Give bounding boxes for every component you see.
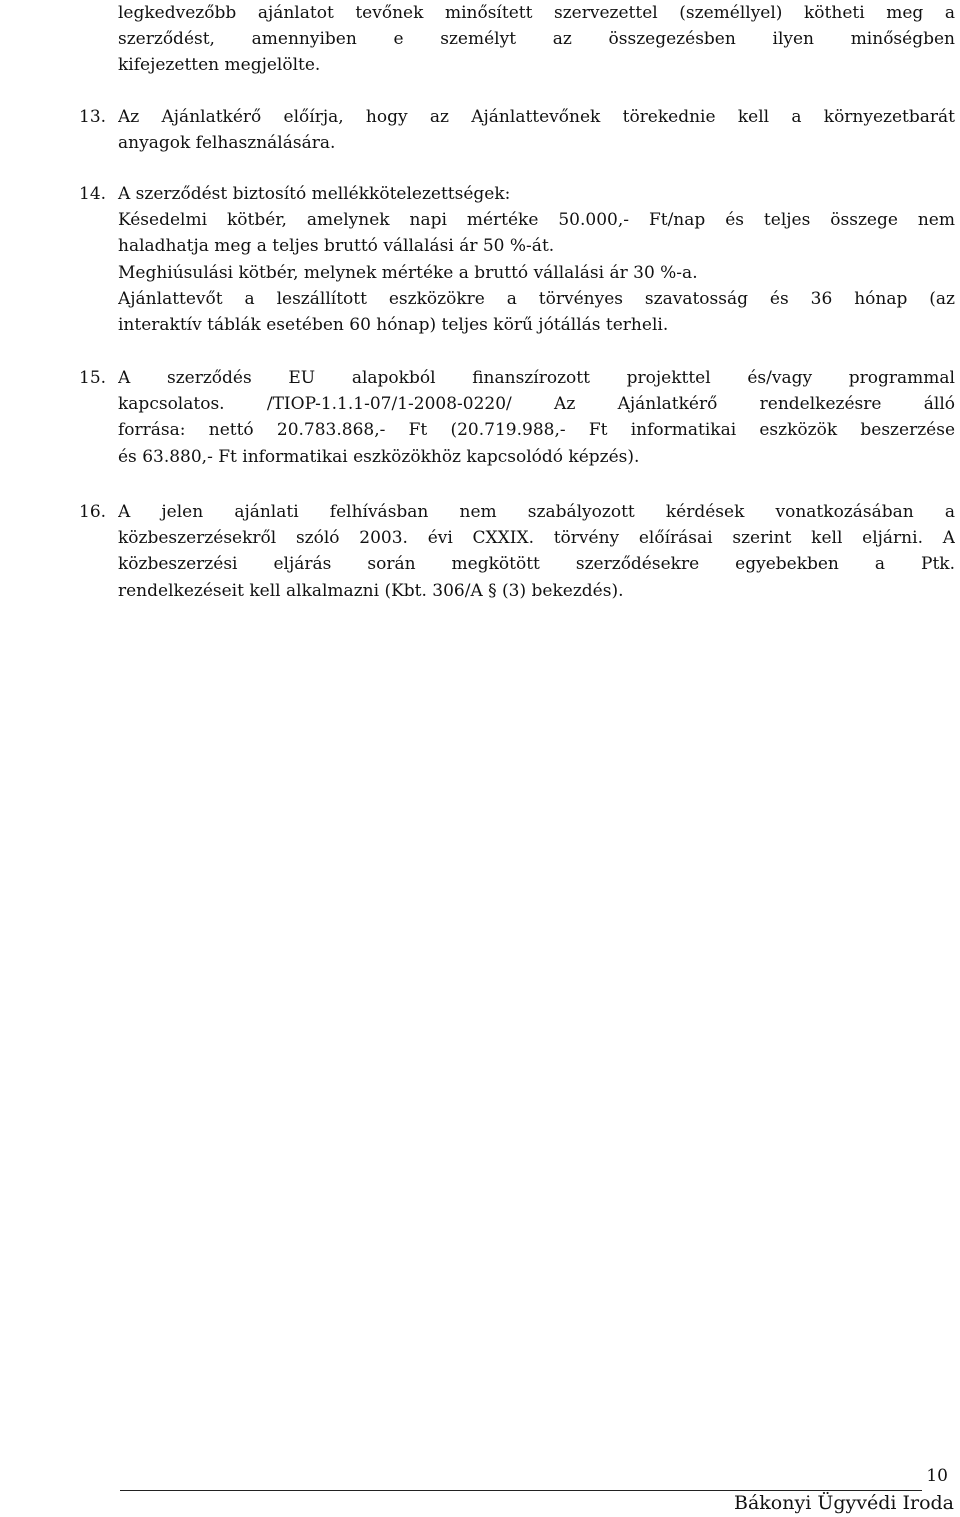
text-line: Meghiúsulási kötbér, melynek mértéke a bruttó vállalási ár 30 %-a. xyxy=(118,262,698,283)
paragraph-15 xyxy=(118,365,955,470)
text-line: közbeszerzésekről szóló 2003. évi CXXIX. törvény előírásai szerint kell eljárni. A xyxy=(118,528,955,549)
text-line: és 63.880,- Ft informatikai eszközökhöz kapcsolódó képzés). xyxy=(118,446,640,467)
text-line: anyagok felhasználására. xyxy=(118,133,336,154)
text-line: Az Ajánlatkérő előírja, hogy az Ajánlattevőnek törekednie kell a környezetbarát xyxy=(118,107,955,127)
item-number: 16. xyxy=(79,502,107,522)
item-number: 15. xyxy=(79,368,107,388)
text-line: kapcsolatos. /TIOP-1.1.1-07/1-2008-0220/ Az Ajánlatkérő rendelkezésre álló xyxy=(118,394,955,415)
paragraph-16 xyxy=(118,499,955,604)
text-line: közbeszerzési eljárás során megkötött szerződésekre egyebekben a Ptk. xyxy=(118,554,955,575)
text-line: Késedelmi kötbér, amelynek napi mértéke 50.000,- Ft/nap és teljes összege nem xyxy=(118,210,955,231)
text-line: rendelkezéseit kell alkalmazni (Kbt. 306/A § (3) bekezdés). xyxy=(118,580,624,601)
text-line: forrása: nettó 20.783.868,- Ft (20.719.988,- Ft informatikai eszközök beszerzése xyxy=(118,420,955,441)
text-line: szerződést, amennyiben e személyt az összegezésben ilyen minőségben xyxy=(118,29,955,50)
item-number: 14. xyxy=(79,184,107,204)
text-line: A szerződést biztosító mellékkötelezettségek: xyxy=(118,184,511,204)
page-number: 10 xyxy=(926,1466,948,1486)
paragraph-14 xyxy=(118,181,955,338)
text-line: A szerződés EU alapokból finanszírozott projekttel és/vagy programmal xyxy=(118,368,955,388)
text-line: Ajánlattevőt a leszállított eszközökre a törvényes szavatosság és 36 hónap (az xyxy=(118,288,955,309)
text-line: interaktív táblák esetében 60 hónap) teljes körű jótállás terheli. xyxy=(118,314,669,335)
paragraph-intro xyxy=(118,0,955,79)
text-line: haladhatja meg a teljes bruttó vállalási ár 50 %-át. xyxy=(118,236,555,257)
text-line: kifejezetten megjelölte. xyxy=(118,55,321,76)
footer-rule xyxy=(120,1490,922,1491)
text-line: legkedvezőbb ajánlatot tevőnek minősített szervezettel (személlyel) kötheti meg a xyxy=(118,3,955,23)
item-number: 13. xyxy=(79,107,107,127)
footer-firm-name: Bákonyi Ügyvédi Iroda xyxy=(733,1492,954,1514)
text-line: A jelen ajánlati felhívásban nem szabályozott kérdések vonatkozásában a xyxy=(118,502,955,522)
paragraph-13 xyxy=(118,104,955,156)
